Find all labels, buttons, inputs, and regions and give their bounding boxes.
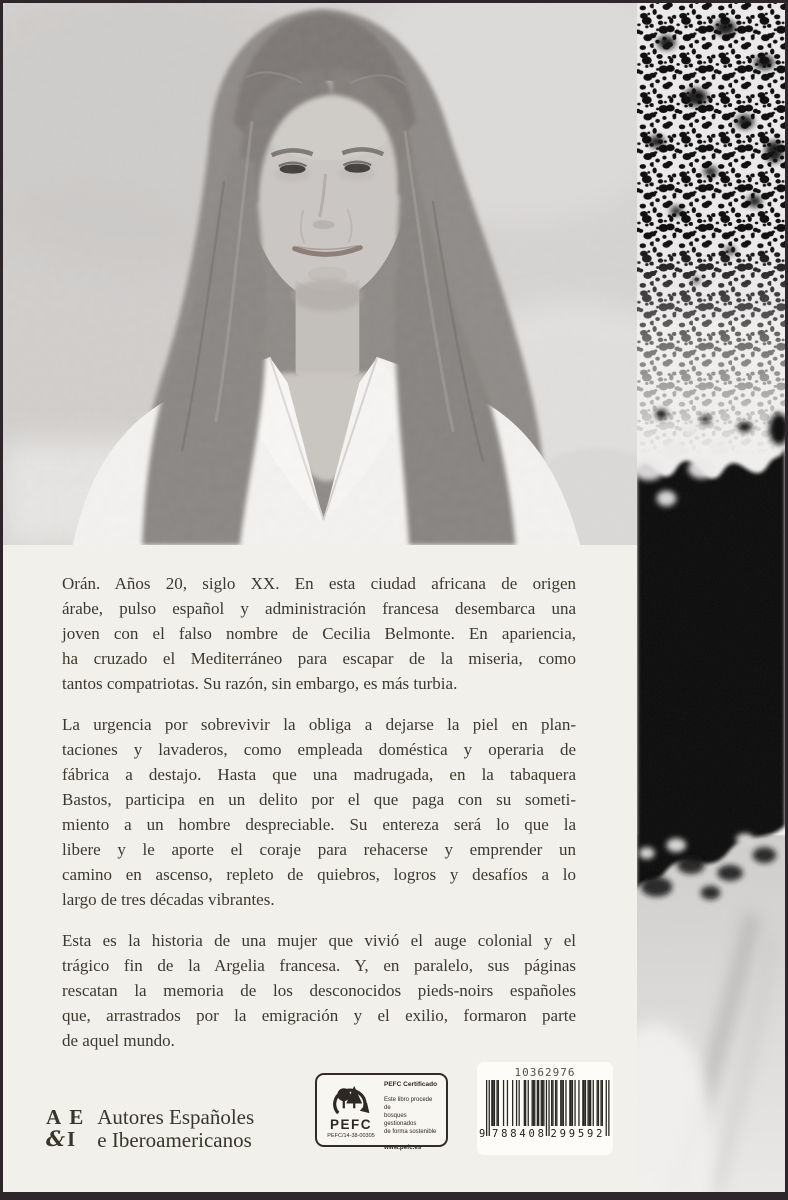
svg-text:788408: 788408 [492,1128,544,1140]
publisher-name [97,1106,254,1151]
svg-text:9: 9 [479,1128,486,1140]
pefc-mark [325,1081,377,1141]
blurb-line: tantos compatriotas. Su razón, sin embargo, es más turbia. [62,674,458,693]
pefc-certified-title: PEFC Certificado [384,1081,438,1088]
author-photo [3,3,637,545]
blurb-line: largo de tres décadas vibrantes. [62,890,275,909]
pefc-website: www.pefc.es [384,1144,422,1151]
svg-text:299592: 299592 [550,1128,603,1140]
barcode-bars [479,1080,611,1145]
blurb-line: Bastos, participa en un delito por el que paga con su someti- [62,790,576,809]
publisher-logo [46,1106,254,1151]
blurb [62,571,576,1069]
texture-strip-image [637,3,785,1192]
blurb-line: ha cruzado el Mediterráneo para escapar de la miseria, como [62,649,576,668]
pefc-description: Este libro procede de bosques gestionados de forma sostenible [384,1097,437,1135]
blurb-line: joven con el falso nombre de Cecilia Belmonte. En apariencia, [62,624,576,643]
blurb-line: Orán. Años 20, siglo XX. En esta ciudad africana de origen [62,574,576,593]
pefc-license-number: PEFC/14-38-00305 [327,1133,375,1139]
blurb-line: La urgencia por sobrevivir la obliga a dejarse la piel en plan- [62,715,576,734]
publisher-name-line-2: e Iberoamericanos [97,1127,252,1152]
blurb-paragraph [62,571,576,696]
blurb-paragraph [62,712,576,912]
monogram-line-1: A E [46,1105,86,1129]
pefc-trees-icon [327,1081,375,1118]
texture-strip [637,3,785,1192]
blurb-line: Esta es la historia de una mujer que vivió el auge colonial y el [62,931,576,950]
ampersand-glyph: & [46,1126,65,1151]
publisher-monogram [46,1106,85,1150]
blurb-line: camino en ascenso, repleto de quiebros, logros y desafíos a lo [62,865,576,884]
blurb-line: trágico fin de la Argelia francesa. Y, en paralelo, sus páginas [62,956,576,975]
blurb-line: taciones y lavaderos, como empleada doméstica y operaria de [62,740,576,759]
blurb-line: árabe, pulso español y administración francesa desembarca una [62,599,576,618]
monogram-letter: I [66,1127,78,1151]
barcode [477,1062,613,1155]
blurb-line: fábrica a destajo. Hasta que una madrugada, en la tabaquera [62,765,576,784]
barcode-top-number: 10362976 [514,1066,576,1079]
blurb-paragraph [62,928,576,1053]
pefc-label [315,1073,448,1151]
pefc-logo-text: PEFC [329,1117,372,1132]
blurb-line: libere y le aporte el coraje para rehacerse y emprender un [62,840,576,859]
blurb-line: que, arrastrados por la emigración y el exilio, formaron parte [62,1006,576,1025]
blurb-line: rescatan la memoria de los desconocidos pieds-noirs españoles [62,981,576,1000]
author-photo-image [3,3,637,545]
monogram-line-2 [46,1128,85,1150]
publisher-name-line-1: Autores Españoles [97,1105,255,1129]
blurb-line: de aquel mundo. [62,1031,175,1050]
blurb-line: miento a un hombre despreciable. Su entereza será lo que la [62,815,576,834]
